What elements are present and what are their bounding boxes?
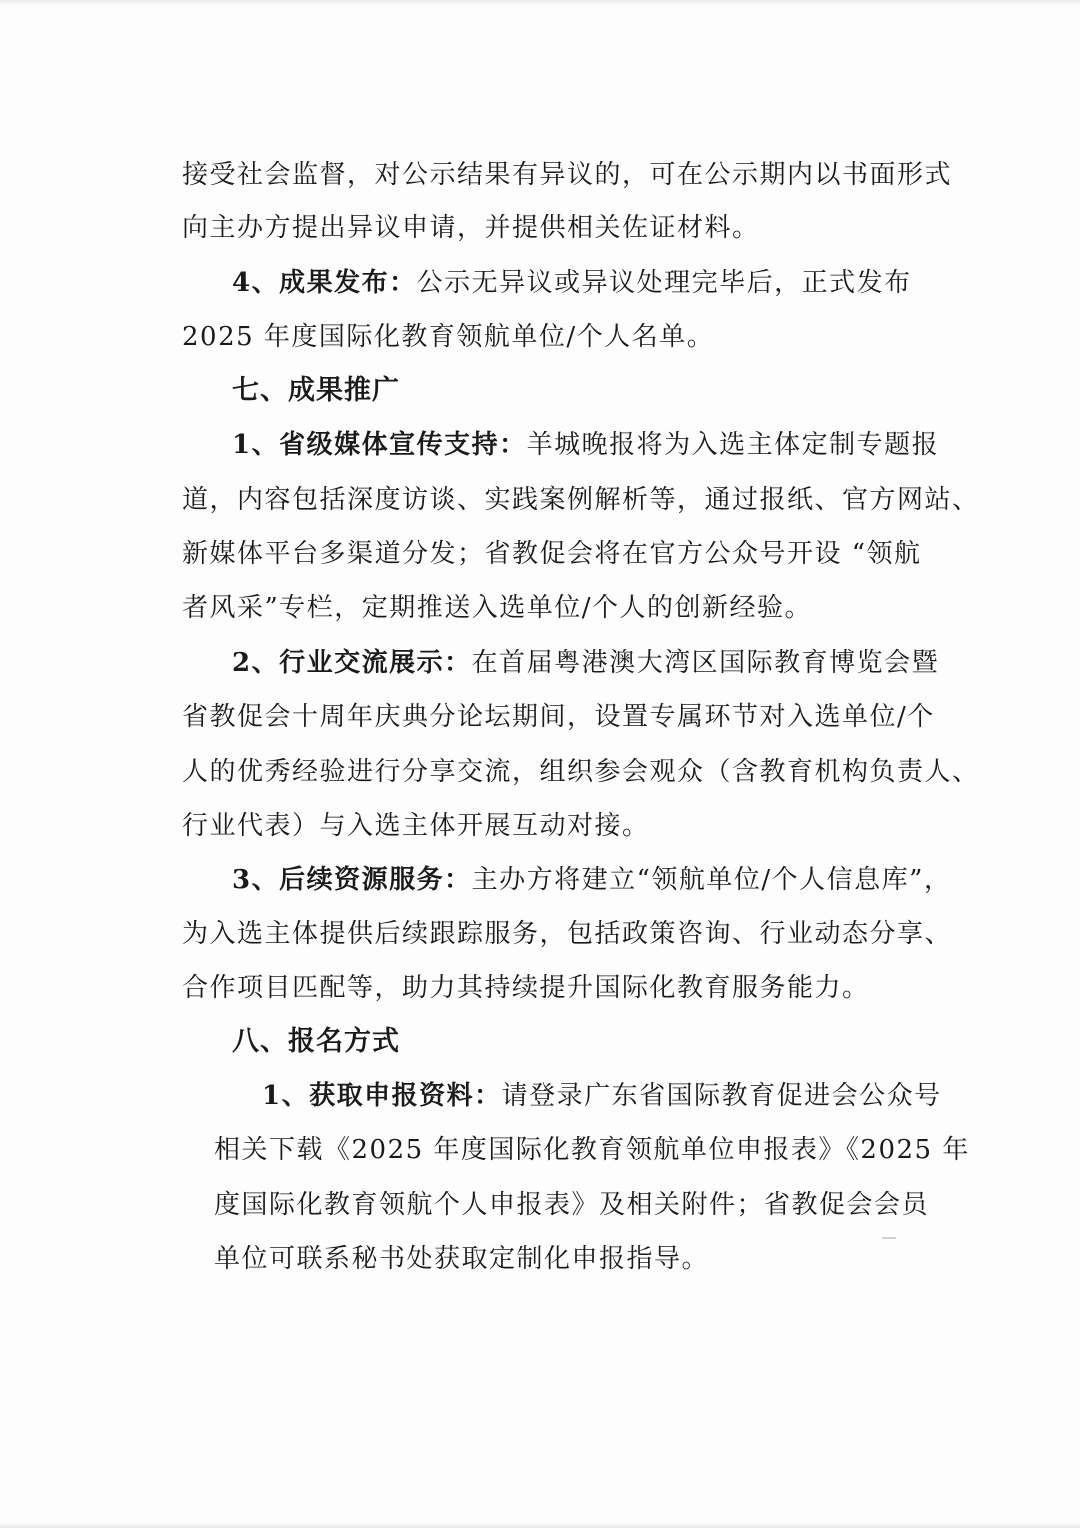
paragraph-line	[182, 320, 714, 354]
line-text: 新媒体平台多渠道分发；省教促会将在官方公众号开设 “领航	[182, 539, 922, 569]
item-2-industry-exchange	[232, 646, 939, 680]
line-text: 2025 年度国际化教育领航单位/个人名单。	[182, 322, 715, 352]
line-text: 公示无异议或异议处理完毕后，正式发布	[416, 268, 912, 298]
heading-text: 八、报名方式	[232, 1026, 400, 1057]
item-lead: 2、行业交流展示：	[232, 648, 472, 678]
section-heading-results-promotion	[232, 374, 400, 408]
item-lead: 1、获取申报资料：	[262, 1081, 502, 1111]
line-text: 者风采”专栏，定期推送入选单位/个人的创新经验。	[182, 593, 813, 623]
paragraph-line	[182, 809, 650, 843]
paragraph-line	[182, 211, 760, 245]
paragraph-line	[214, 1133, 970, 1167]
item-4-results-release	[232, 266, 912, 300]
paragraph-line	[214, 1242, 709, 1276]
line-text: 请登录广东省国际教育促进会公众号	[501, 1081, 942, 1111]
paragraph-line	[182, 591, 812, 625]
line-text: 为入选主体提供后续跟踪服务，包括政策咨询、行业动态分享、	[182, 919, 953, 949]
paragraph-line	[182, 537, 922, 571]
line-text: 行业代表）与入选主体开展互动对接。	[182, 811, 650, 841]
line-text: 相关下载《2025 年度国际化教育领航单位申报表》《2025 年	[214, 1135, 970, 1165]
paragraph-line	[182, 158, 952, 192]
scan-speck	[882, 1237, 896, 1239]
line-text: 羊城晚报将为入选主体定制专题报	[526, 430, 940, 460]
item-3-follow-up-services	[232, 863, 951, 897]
line-text: 向主办方提出异议申请，并提供相关佐证材料。	[182, 213, 760, 243]
line-text: 合作项目匹配等，助力其持续提升国际化教育服务能力。	[182, 973, 870, 1003]
paragraph-line	[182, 917, 952, 951]
item-lead: 3、后续资源服务：	[232, 865, 472, 895]
page-bottom-edge	[0, 1522, 1080, 1528]
line-text: 主办方将建立“领航单位/个人信息库”，	[471, 865, 952, 895]
paragraph-line	[214, 1188, 929, 1222]
line-text: 度国际化教育领航个人申报表》及相关附件；省教促会会员	[214, 1190, 930, 1220]
paragraph-line	[182, 755, 980, 789]
line-text: 单位可联系秘书处获取定制化申报指导。	[214, 1244, 710, 1274]
paragraph-line	[182, 700, 935, 734]
line-text: 接受社会监督，对公示结果有异议的，可在公示期内以书面形式	[182, 160, 953, 190]
item-lead: 4、成果发布：	[232, 268, 417, 298]
line-text: 省教促会十周年庆典分论坛期间，设置专属环节对入选单位/个	[182, 702, 935, 732]
page-top-edge	[0, 0, 1080, 6]
heading-text: 七、成果推广	[232, 375, 400, 406]
line-text: 人的优秀经验进行分享交流，组织参会观众（含教育机构负责人、	[182, 757, 980, 787]
line-text: 在首届粤港澳大湾区国际教育博览会暨	[471, 648, 940, 678]
paragraph-line	[182, 483, 980, 517]
line-text: 道，内容包括深度访谈、实践案例解析等，通过报纸、官方网站、	[182, 485, 980, 515]
section-heading-registration	[232, 1025, 400, 1059]
item-lead: 1、省级媒体宣传支持：	[232, 430, 527, 460]
item-1-media-support	[232, 428, 939, 462]
item-1-get-materials	[262, 1079, 942, 1113]
paragraph-line	[182, 971, 870, 1005]
